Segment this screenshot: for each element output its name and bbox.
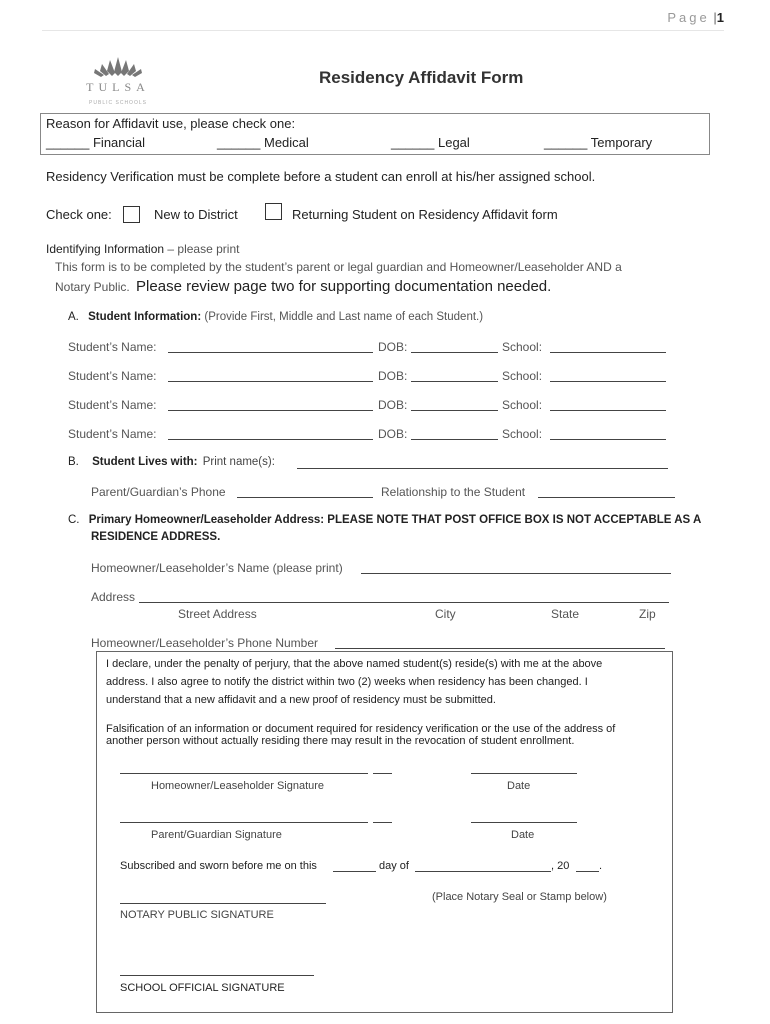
relationship-label: Relationship to the Student: [381, 485, 526, 499]
address-label: Address: [91, 590, 136, 604]
homeowner-signature-extra: [373, 773, 392, 774]
identifying-line1: This form is to be completed by the student’s parent or legal guardian and Homeowner/Leaseholder AND a: [55, 260, 622, 274]
student-1-school-field[interactable]: [550, 352, 666, 353]
student-3-dob-label: DOB:: [378, 398, 408, 412]
school-signature-field[interactable]: [120, 975, 314, 976]
check-one-label: Check one:: [46, 207, 112, 222]
student-3-name-field[interactable]: [168, 410, 373, 411]
header-divider: [42, 30, 724, 31]
homeowner-date-field[interactable]: [471, 773, 577, 774]
identifying-line2: [55, 278, 551, 295]
student-2-dob-field[interactable]: [411, 381, 498, 382]
student-2-name-field[interactable]: [168, 381, 373, 382]
homeowner-phone-field[interactable]: [335, 648, 665, 649]
section-c-heading: [68, 514, 701, 526]
logo-subtitle: PUBLIC SCHOOLS: [89, 100, 147, 106]
student-4-dob-field[interactable]: [411, 439, 498, 440]
falsification-line2: another person without actually residing there may result in the revocation of student enrollment.: [106, 735, 575, 747]
street-address-caption: Street Address: [178, 607, 257, 621]
relationship-field[interactable]: [538, 497, 675, 498]
student-1-dob-field[interactable]: [411, 352, 498, 353]
student-3-name-label: Student’s Name:: [68, 398, 157, 412]
address-field[interactable]: [139, 602, 669, 603]
sworn-year-label: , 20: [551, 860, 570, 872]
student-4-name-label: Student’s Name:: [68, 427, 157, 441]
identifying-line2-emphasis: Please review page two for supporting documentation needed: [136, 278, 548, 295]
guardian-signature-label: Parent/Guardian Signature: [151, 829, 282, 841]
student-4-name-field[interactable]: [168, 439, 373, 440]
section-a-heading: [68, 311, 483, 323]
section-b-heading: [68, 456, 275, 468]
student-1-school-label: School:: [502, 340, 543, 354]
declaration-line1: I declare, under the penalty of perjury, that the above named student(s) reside(s) with me at the above: [106, 658, 603, 670]
section-c-title-line2: RESIDENCE ADDRESS.: [91, 531, 221, 543]
student-4-school-field[interactable]: [550, 439, 666, 440]
returning-student-label: Returning Student on Residency Affidavit form: [292, 207, 558, 222]
guardian-phone-label: Parent/Guardian’s Phone: [91, 485, 226, 499]
school-signature-label: SCHOOL OFFICIAL SIGNATURE: [120, 982, 285, 994]
notary-seal-note: (Place Notary Seal or Stamp below): [432, 891, 607, 903]
identifying-heading-suffix: – please print: [164, 242, 240, 256]
sworn-end: .: [599, 860, 603, 872]
section-b-title: Student Lives with:: [92, 456, 198, 468]
homeowner-name-label: Homeowner/Leaseholder’s Name (please print): [91, 561, 343, 575]
student-1-dob-label: DOB:: [378, 340, 408, 354]
identifying-line2-prefix: Notary Public.: [55, 280, 130, 294]
falsification-line1: Falsification of an information or document required for residency verification or the use of the address of: [106, 723, 616, 735]
student-2-name-label: Student’s Name:: [68, 369, 157, 383]
returning-student-checkbox[interactable]: [265, 203, 282, 220]
page-number: 1: [716, 10, 724, 25]
declaration-line2: address. I also agree to notify the district within two (2) weeks when residency has been changed. I: [106, 676, 588, 688]
section-c-letter: C.: [68, 514, 80, 526]
section-a-title: Student Information:: [88, 311, 202, 323]
student-2-dob-label: DOB:: [378, 369, 408, 383]
sworn-day-field[interactable]: [333, 871, 376, 872]
guardian-date-label: Date: [511, 829, 535, 841]
sworn-year-field[interactable]: [576, 871, 599, 872]
student-3-school-label: School:: [502, 398, 543, 412]
new-to-district-label: New to District: [154, 207, 238, 222]
state-caption: State: [551, 607, 580, 621]
page-title: Residency Affidavit Form: [319, 68, 524, 87]
page-header: [667, 10, 724, 25]
student-2-school-field[interactable]: [550, 381, 666, 382]
student-3-school-field[interactable]: [550, 410, 666, 411]
page-separator: |: [713, 10, 717, 25]
section-a-note: (Provide First, Middle and Last name of each Student.): [204, 311, 484, 323]
lives-with-name-field[interactable]: [297, 468, 668, 469]
identifying-heading: [46, 242, 239, 256]
guardian-signature-field[interactable]: [120, 822, 368, 823]
sworn-day-label: day of: [379, 860, 409, 872]
city-caption: City: [435, 607, 456, 621]
student-3-dob-field[interactable]: [411, 410, 498, 411]
homeowner-signature-field[interactable]: [120, 773, 368, 774]
guardian-signature-extra: [373, 822, 392, 823]
section-b-print-label: Print name(s):: [202, 456, 275, 468]
reason-prompt: Reason for Affidavit use, please check one:: [46, 116, 296, 131]
homeowner-date-label: Date: [507, 780, 531, 792]
sworn-prefix: Subscribed and sworn before me on this: [120, 860, 317, 872]
guardian-phone-field[interactable]: [237, 497, 373, 498]
homeowner-signature-label: Homeowner/Leaseholder Signature: [151, 780, 325, 792]
guardian-date-field[interactable]: [471, 822, 577, 823]
logo-name: TULSA: [86, 80, 150, 94]
homeowner-name-field[interactable]: [361, 573, 671, 574]
zip-caption: Zip: [639, 607, 656, 621]
identifying-line2-suffix: .: [547, 278, 552, 295]
student-1-name-label: Student’s Name:: [68, 340, 157, 354]
student-2-school-label: School:: [502, 369, 543, 383]
section-a-letter: A.: [68, 311, 79, 323]
notary-signature-label: NOTARY PUBLIC SIGNATURE: [120, 909, 274, 921]
verification-note: Residency Verification must be complete before a student can enroll at his/her assigned school.: [46, 169, 596, 184]
reason-medical[interactable]: ______ Medical: [217, 135, 309, 150]
declaration-line3: understand that a new affidavit and a new proof of residency must be submitted.: [106, 694, 496, 706]
sworn-month-field[interactable]: [415, 871, 551, 872]
page-label: Page: [667, 10, 710, 25]
notary-signature-field[interactable]: [120, 903, 326, 904]
identifying-heading-title: Identifying Information: [46, 242, 165, 256]
section-b-letter: B.: [68, 456, 79, 468]
new-to-district-checkbox[interactable]: [123, 206, 140, 223]
student-1-name-field[interactable]: [168, 352, 373, 353]
student-4-school-label: School:: [502, 427, 543, 441]
section-c-title-line1: Primary Homeowner/Leaseholder Address: PLEASE NOTE THAT POST OFFICE BOX IS NOT ACCEPTABLE AS A: [88, 514, 702, 526]
student-4-dob-label: DOB:: [378, 427, 408, 441]
reason-financial[interactable]: ______ Financial: [46, 135, 146, 150]
reason-temporary[interactable]: ______ Temporary: [544, 135, 653, 150]
reason-legal[interactable]: ______ Legal: [391, 135, 470, 150]
homeowner-phone-label: Homeowner/Leaseholder’s Phone Number: [91, 636, 319, 650]
